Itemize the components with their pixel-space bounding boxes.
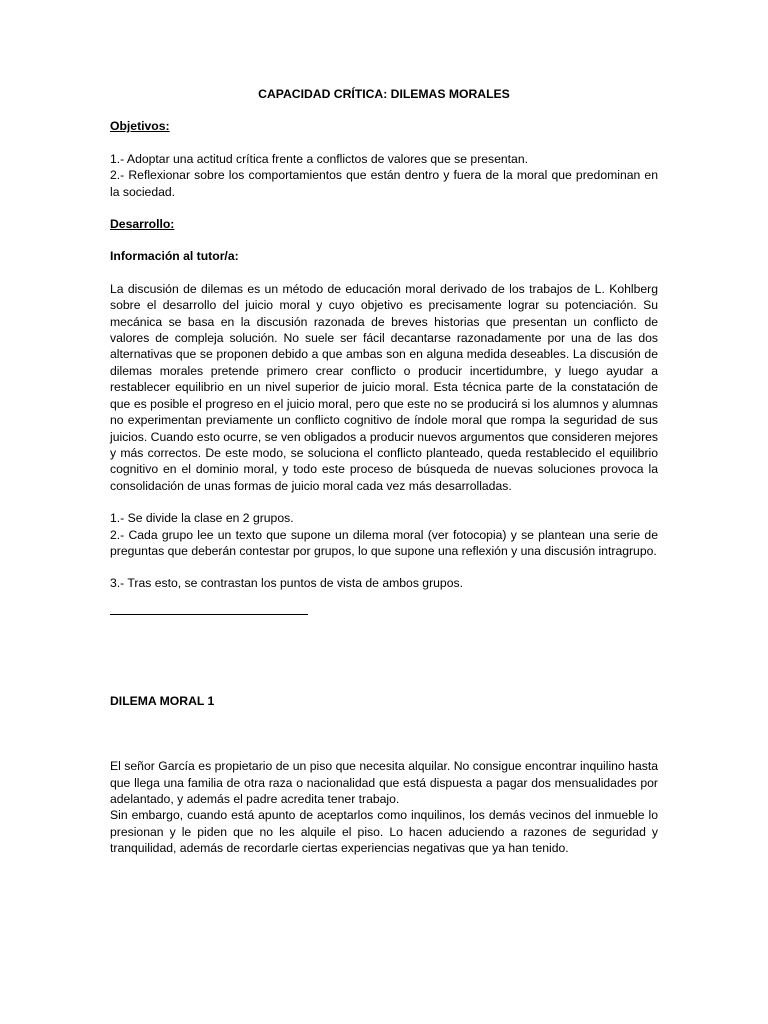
tutor-info-paragraph: La discusión de dilemas es un método de educación moral derivado de los trabajos de L. Kohlberg sobre el desarrollo del juicio moral y cuyo objetivo es precisamente lograr su potenciación. Su mecánica se basa en la discusión razonada de breves historias que presentan un conflicto de valores de compleja solución. No suele ser fácil decantarse razonadamente por una de las dos alternativas que se proponen debido a que ambas son en alguna medida deseables. La discusión de dilemas morales pretende primero crear conflicto o producir incertidumbre, y luego ayudar a restablecer equilibrio en un nivel superior de juicio moral. Esta técnica parte de la constatación de que es posible el progreso en el juicio moral, pero que este no se producirá si los alumnos y alumnas no experimentan previamente un conflicto cognitivo de índole moral que rompa la seguridad de sus juicios. Cuando esto ocurre, se ven obligados a producir nuevos argumentos que consideren mejores y más correctos. De este modo, se soluciona el conflicto planteado, queda restablecido el equilibrio cognitivo en el dominio moral, y todo este proceso de búsqueda de nuevas soluciones provoca la consolidación de unas formas de juicio moral cada vez más desarrolladas. [110, 281, 658, 493]
steps-list [110, 510, 658, 559]
document-title: CAPACIDAD CRÍTICA: DILEMAS MORALES [258, 87, 510, 101]
dilema-heading: DILEMA MORAL 1 [110, 693, 215, 708]
step-item: 3.- Tras esto, se contrastan los puntos de vista de ambos grupos. [110, 576, 463, 591]
objetivo-item: 1.- Adoptar una actitud crítica frente a conflictos de valores que se presentan. [110, 151, 529, 166]
document-page [110, 86, 658, 857]
dilema-paragraph: Sin embargo, cuando está apunto de aceptarlos como inquilinos, los demás vecinos del inmueble lo presionan y le piden que no les alquile el piso. Lo hacen aduciendo a razones de seguridad y tranquilidad, además de recordarle ciertas experiencias negativas que ya han tenido. [110, 808, 658, 856]
desarrollo-heading: Desarrollo: [110, 217, 175, 232]
blank-space [110, 725, 658, 758]
step-item: 2.- Cada grupo lee un texto que supone un dilema moral (ver fotocopia) y se plantean una serie de preguntas que deberán contestar por grupos, lo que supone una reflexión y una discusión intragrupo. [110, 527, 658, 558]
blank-space [110, 615, 658, 693]
step-item: 1.- Se divide la clase en 2 grupos. [110, 511, 294, 526]
dilema-paragraph: El señor García es propietario de un piso que necesita alquilar. No consigue encontrar inquilino hasta que llega una familia de otra raza o nacionalidad que está dispuesta a pagar dos mensualidades por adelantado, y además el padre acredita tener trabajo. [110, 759, 658, 806]
tutor-info-heading: Información al tutor/a: [110, 249, 239, 264]
objetivo-item: 2.- Reflexionar sobre los comportamientos que están dentro y fuera de la moral que predominan en la sociedad. [110, 168, 658, 199]
objetivos-list [110, 151, 658, 200]
objetivos-heading: Objetivos: [110, 119, 170, 134]
